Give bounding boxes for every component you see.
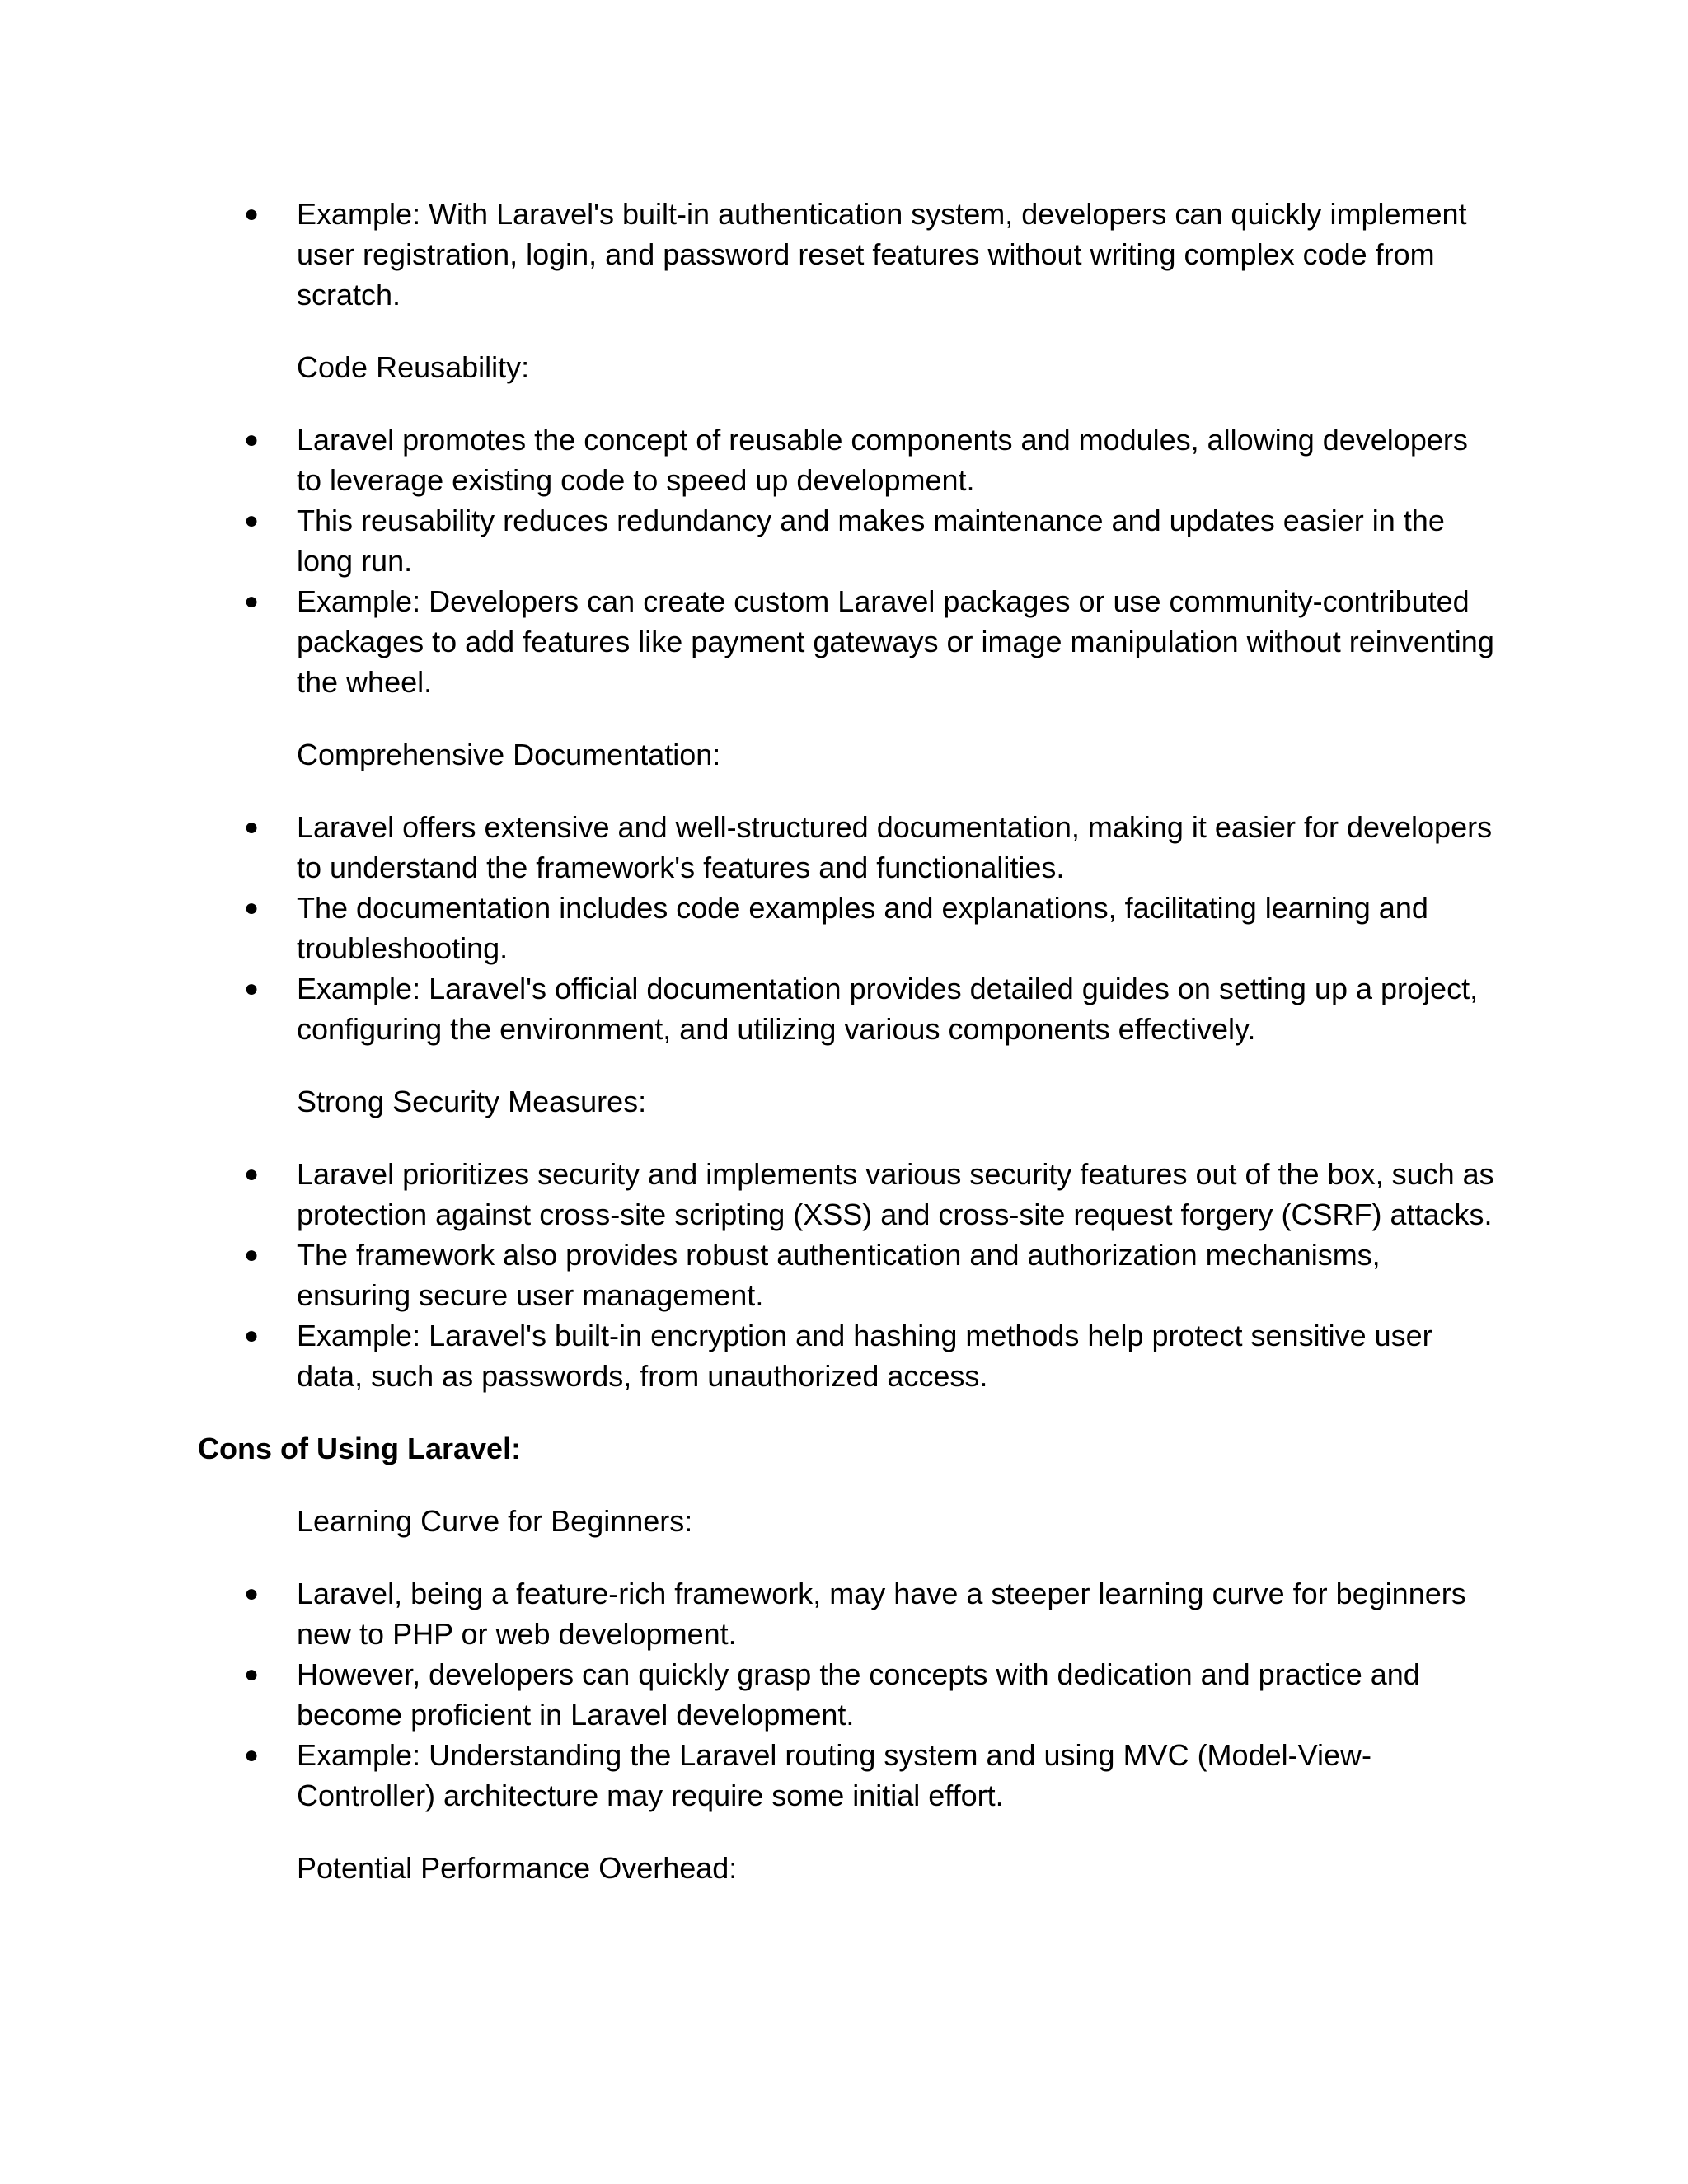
list-item-text: Example: Understanding the Laravel routing system and using MVC (Model-View-Controller) architecture may require some initial effort. xyxy=(297,1738,1372,1812)
list-item-text: Example: With Laravel's built-in authentication system, developers can quickly implement user registration, login, and password reset features without writing complex code from scratch. xyxy=(297,197,1467,312)
documentation-heading: Comprehensive Documentation: xyxy=(297,738,721,771)
list-item-text: Laravel promotes the concept of reusable components and modules, allowing developers to leverage existing code to speed up development. xyxy=(297,423,1468,497)
cons-heading: Cons of Using Laravel: xyxy=(198,1432,522,1465)
code-reusability-list xyxy=(198,419,1500,702)
list-item-text: The documentation includes code examples and explanations, facilitating learning and troubleshooting. xyxy=(297,891,1428,965)
list-item xyxy=(198,194,1500,315)
bullet-icon: ● xyxy=(244,1580,260,1607)
list-item xyxy=(198,1573,1500,1654)
list-item-text: This reusability reduces redundancy and makes maintenance and updates easier in the long run. xyxy=(297,504,1445,578)
learning-curve-heading: Learning Curve for Beginners: xyxy=(297,1504,693,1538)
bullet-icon: ● xyxy=(244,1160,260,1188)
learning-curve-list xyxy=(198,1573,1500,1816)
list-item-text: Laravel offers extensive and well-structured documentation, making it easier for developers to understand the framework's features and functionalities. xyxy=(297,810,1493,884)
bullet-icon: ● xyxy=(244,1741,260,1769)
bullet-icon: ● xyxy=(244,200,260,227)
list-item xyxy=(198,807,1500,888)
list-item xyxy=(198,1735,1500,1816)
bullet-icon: ● xyxy=(244,975,260,1002)
security-heading: Strong Security Measures: xyxy=(297,1085,647,1118)
bullet-icon: ● xyxy=(244,426,260,453)
document-content xyxy=(198,194,1500,1920)
list-item xyxy=(198,581,1500,702)
list-item-text: Laravel prioritizes security and implements various security features out of the box, such as protection against cross-site scripting (XSS) and cross-site request forgery (CSRF) attacks. xyxy=(297,1157,1494,1231)
list-item-text: Laravel, being a feature-rich framework, may have a steeper learning curve for beginners new to PHP or web development. xyxy=(297,1577,1466,1651)
list-item-text: However, developers can quickly grasp the concepts with dedication and practice and become proficient in Laravel development. xyxy=(297,1657,1420,1732)
bullet-icon: ● xyxy=(244,507,260,534)
bullet-icon: ● xyxy=(244,813,260,841)
list-item xyxy=(198,1154,1500,1235)
list-item xyxy=(198,968,1500,1049)
list-item-text: The framework also provides robust authentication and authorization mechanisms, ensuring secure user management. xyxy=(297,1238,1381,1312)
performance-heading: Potential Performance Overhead: xyxy=(297,1851,738,1885)
bullet-icon: ● xyxy=(244,588,260,615)
code-reusability-heading: Code Reusability: xyxy=(297,350,530,384)
list-item xyxy=(198,419,1500,500)
documentation-list xyxy=(198,807,1500,1049)
bullet-icon: ● xyxy=(244,894,260,921)
bullet-icon: ● xyxy=(244,1241,260,1268)
bullet-icon: ● xyxy=(244,1661,260,1688)
list-item xyxy=(198,1235,1500,1315)
security-list xyxy=(198,1154,1500,1396)
list-item xyxy=(198,500,1500,581)
list-item xyxy=(198,888,1500,968)
bullet-icon: ● xyxy=(244,1322,260,1349)
list-item-text: Example: Laravel's official documentation provides detailed guides on setting up a project, configuring the environment, and utilizing various components effectively. xyxy=(297,972,1479,1046)
list-item-text: Example: Laravel's built-in encryption and hashing methods help protect sensitive user data, such as passwords, from unauthorized access. xyxy=(297,1319,1432,1393)
list-item xyxy=(198,1315,1500,1396)
pros-intro-list xyxy=(198,194,1500,315)
list-item-text: Example: Developers can create custom Laravel packages or use community-contributed packages to add features like payment gateways or image manipulation without reinventing the wheel. xyxy=(297,584,1494,699)
list-item xyxy=(198,1654,1500,1735)
